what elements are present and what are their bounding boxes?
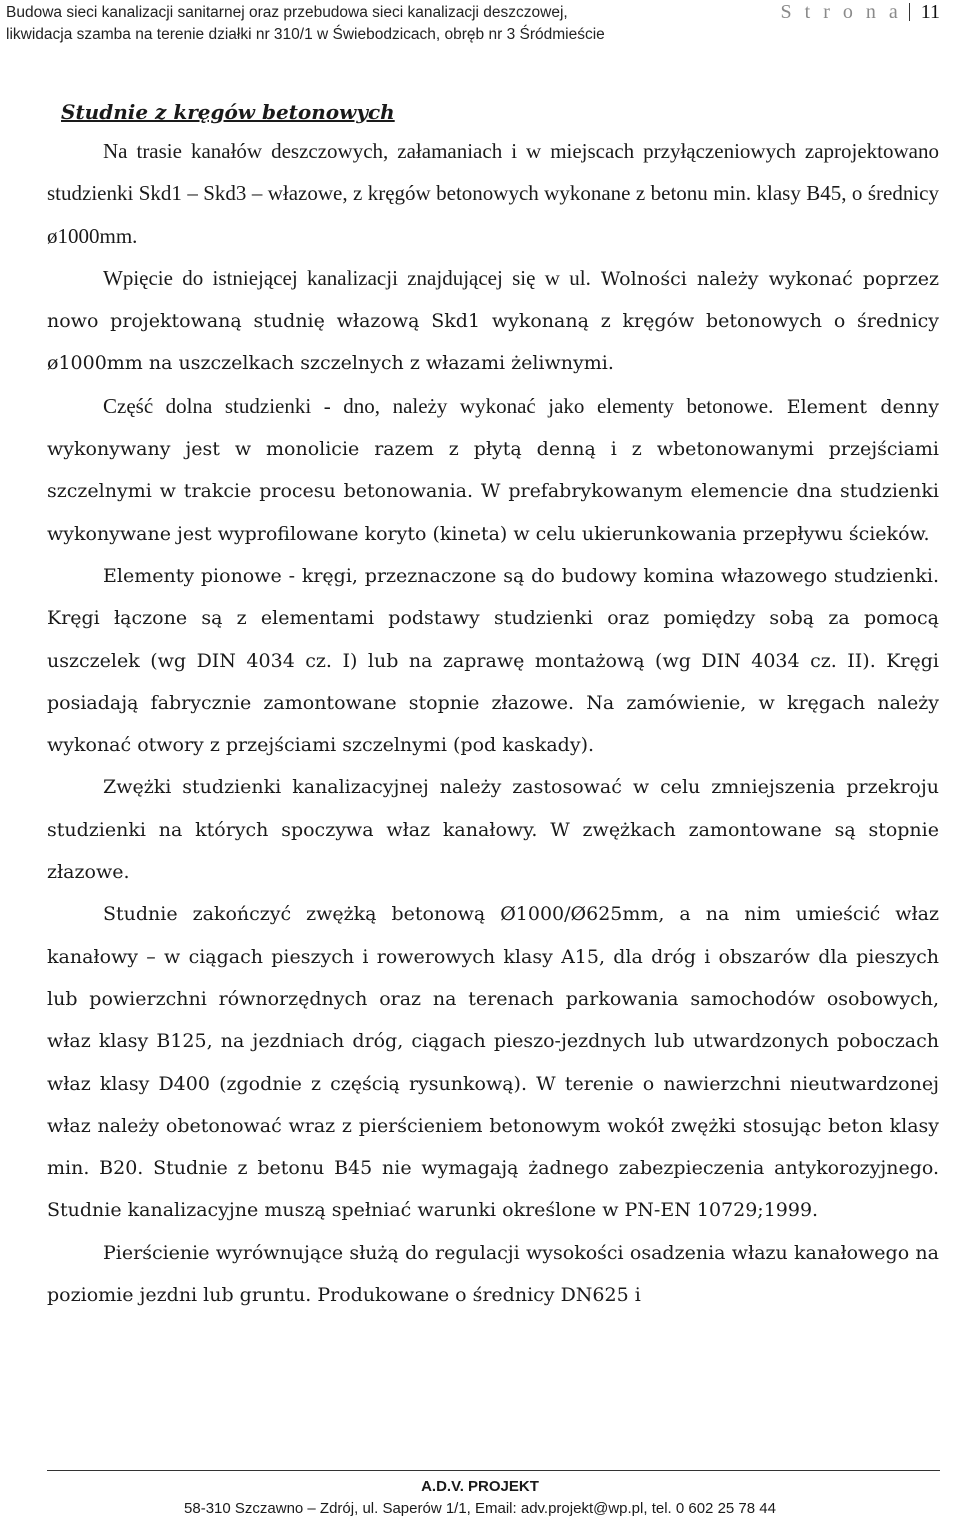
- paragraph-reducers: Zwężki studzienki kanalizacyjnej należy zastosować w celu zmniejszenia przekroju studzienki na których spoczywa właz kanałowy. W zwężkach zamontowane są stopnie złazowe.: [47, 776, 939, 884]
- section-title: Studnie z kręgów betonowych: [61, 100, 395, 124]
- paragraph-manhole-finish: Studnie zakończyć zwężką betonową Ø1000/Ø625mm, a na nim umieścić właz kanałowy – w ciągach pieszych i rowerowych klasy A15, dla dróg i obszarów dla pieszych lub powierzchni równorzędnych oraz na terenach parkowania samochodów osobowych, właz klasy B125, na jezdniach dróg, ciągach pieszo-jezdnych lub utwardzonych poboczach właz klasy D400 (zgodnie z częścią rysunkową). W terenie o nawierzchni nieutwardzonej właz należy obetonować wraz z pierścieniem betonowym wokół zwężki stosując beton klasy min. B20. Studnie z betonu B45 nie wymagają żadnego zabezpieczenia antykorozyjnego. Studnie kanalizacyjne muszą spełniać warunki określone w PN-EN 10729;1999.: [47, 903, 939, 1222]
- document-body: [47, 94, 939, 1316]
- page-indicator: [781, 0, 940, 24]
- page-separator: [909, 3, 910, 21]
- document-title-line-2: likwidacja szamba na terenie działki nr 310/1 w Świebodzicach, obręb nr 3 Śródmieście: [6, 26, 605, 43]
- paragraph-connection-intro: Wpięcie do istniejącej kanalizacji znajdującej się w ul.: [103, 265, 591, 290]
- paragraph-vertical-elements: Elementy pionowe - kręgi, przeznaczone są do budowy komina włazowego studzienki. Kręgi łączone są z elementami podstawy studzienki oraz pomiędzy sobą za pomocą uszczelek (wg DIN 4034 cz. I) lub na zaprawę montażową (wg DIN 4034 cz. II). Kręgi posiadają fabrycznie zamontowane stopnie złazowe. Na zamówienie, w kręgach należy wykonać otwory z przejściami szczelnymi (pod kaskady).: [47, 564, 939, 757]
- page-label: S t r o n a: [780, 1, 902, 23]
- paragraph-connection-wrap: [47, 257, 939, 385]
- paragraph-lower-part-intro: Część dolna studzienki - dno, należy wykonać jako elementy betonowe.: [103, 393, 774, 418]
- paragraph-connection-detail: Wolności należy wykonać poprzez nowo projektowaną studnię włazową Skd1 wykonaną z kręgów betonowych o średnicy ø1000mm na uszczelkach szczelnych z włazami żeliwnymi.: [47, 267, 939, 375]
- paragraph-leveling-rings: Pierścienie wyrównujące służą do regulacji wysokości osadzenia włazu kanałowego na poziomie jezdni lub gruntu. Produkowane o średnicy DN625 i: [47, 1241, 939, 1307]
- footer-address: 58-310 Szczawno – Zdrój, ul. Saperów 1/1, Email: adv.projekt@wp.pl, tel. 0 602 25 78 44: [184, 1500, 776, 1517]
- document-title-line-1: Budowa sieci kanalizacji sanitarnej oraz przebudowa sieci kanalizacji deszczowej,: [6, 4, 568, 21]
- paragraph-route: Na trasie kanałów deszczowych, załamaniach i w miejscach przyłączeniowych zaprojektowano studzienki Skd1 – Skd3 – włazowe, z kręgów betonowych wykonane z betonu min. klasy B45, o średnicy ø1000mm.: [47, 139, 939, 248]
- footer-divider: [47, 1470, 940, 1471]
- document-title: [6, 2, 605, 46]
- paragraph-lower-part-wrap: [47, 385, 939, 555]
- paragraph-lower-part-detail: Element denny wykonywany jest w monolicie razem z płytą denną i z wbetonowanymi przejściami szczelnymi w trakcie procesu betonowania. W prefabrykowanym elemencie dna studzienki wykonywane jest wyprofilowane koryto (kineta) w celu ukierunkowania przepływu ścieków.: [47, 395, 939, 545]
- page-number: 11: [920, 1, 940, 23]
- footer-company: A.D.V. PROJEKT: [421, 1478, 539, 1495]
- page-header: [0, 0, 960, 50]
